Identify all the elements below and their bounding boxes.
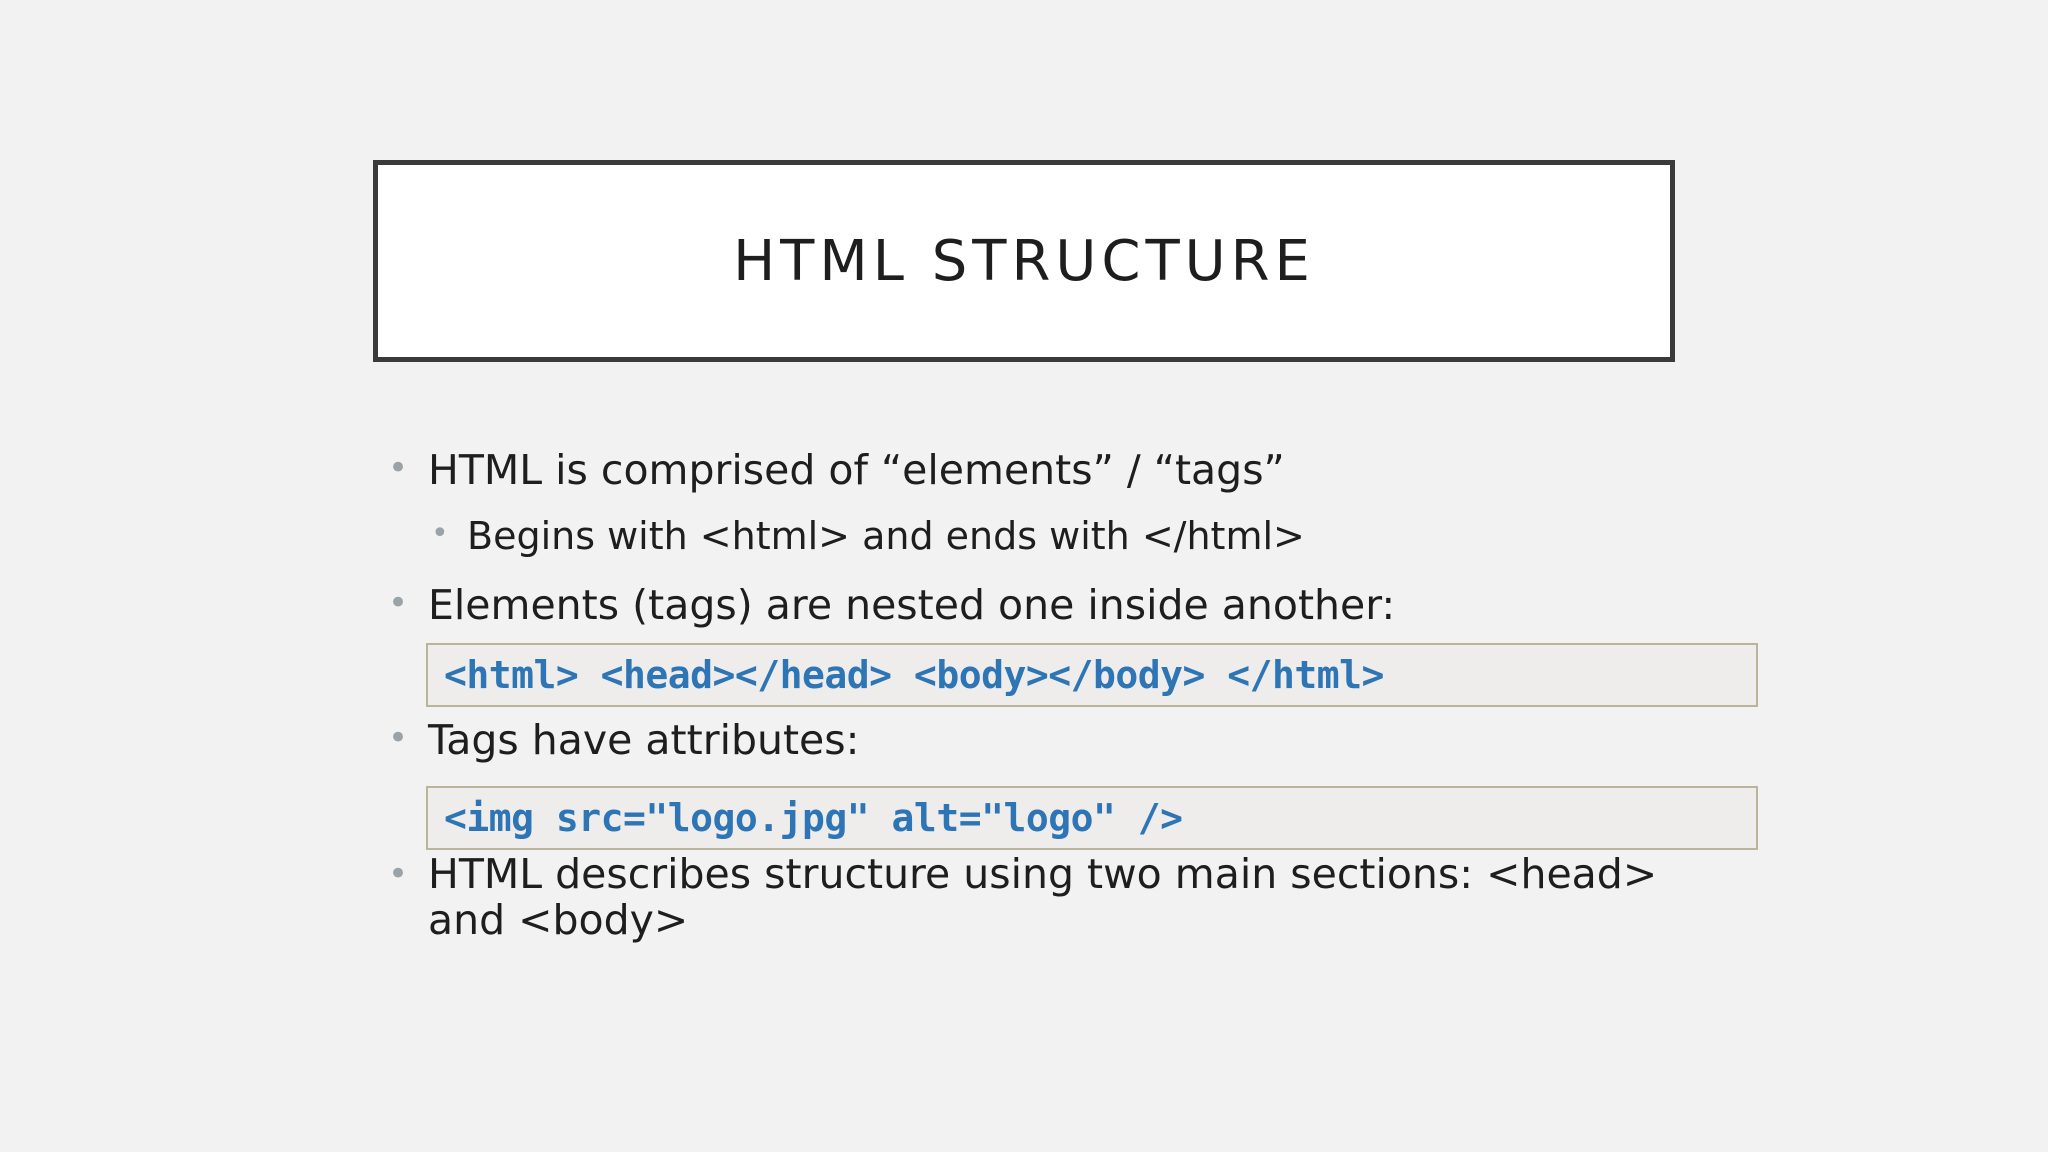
code-block [426,786,1758,850]
sub-bullet-item [431,514,1305,558]
bullet-text: Tags have attributes: [428,716,860,764]
title-box [373,160,1675,362]
code-text: <html> <head></head> <body></body> </html> [444,653,1384,697]
code-text: <img src="logo.jpg" alt="logo" /> [444,796,1183,840]
bullet-dot-icon: • [431,516,449,551]
bullet-item [388,446,1285,494]
code-block [426,643,1758,707]
bullet-text: Begins with <html> and ends with </html> [467,514,1305,558]
slide-title: HTML STRUCTURE [733,228,1315,294]
bullet-item [388,581,1396,629]
bullet-text: HTML is comprised of “elements” / “tags” [428,446,1285,494]
bullet-text: HTML describes structure using two main sections: <head> and <body> [428,850,1658,944]
bullet-dot-icon: • [388,448,409,488]
bullet-dot-icon: • [388,718,409,758]
bullet-dot-icon: • [388,583,409,623]
bullet-item [388,850,1688,944]
bullet-text: Elements (tags) are nested one inside another: [428,581,1396,629]
bullet-item [388,716,860,764]
bullet-dot-icon: • [388,854,409,894]
